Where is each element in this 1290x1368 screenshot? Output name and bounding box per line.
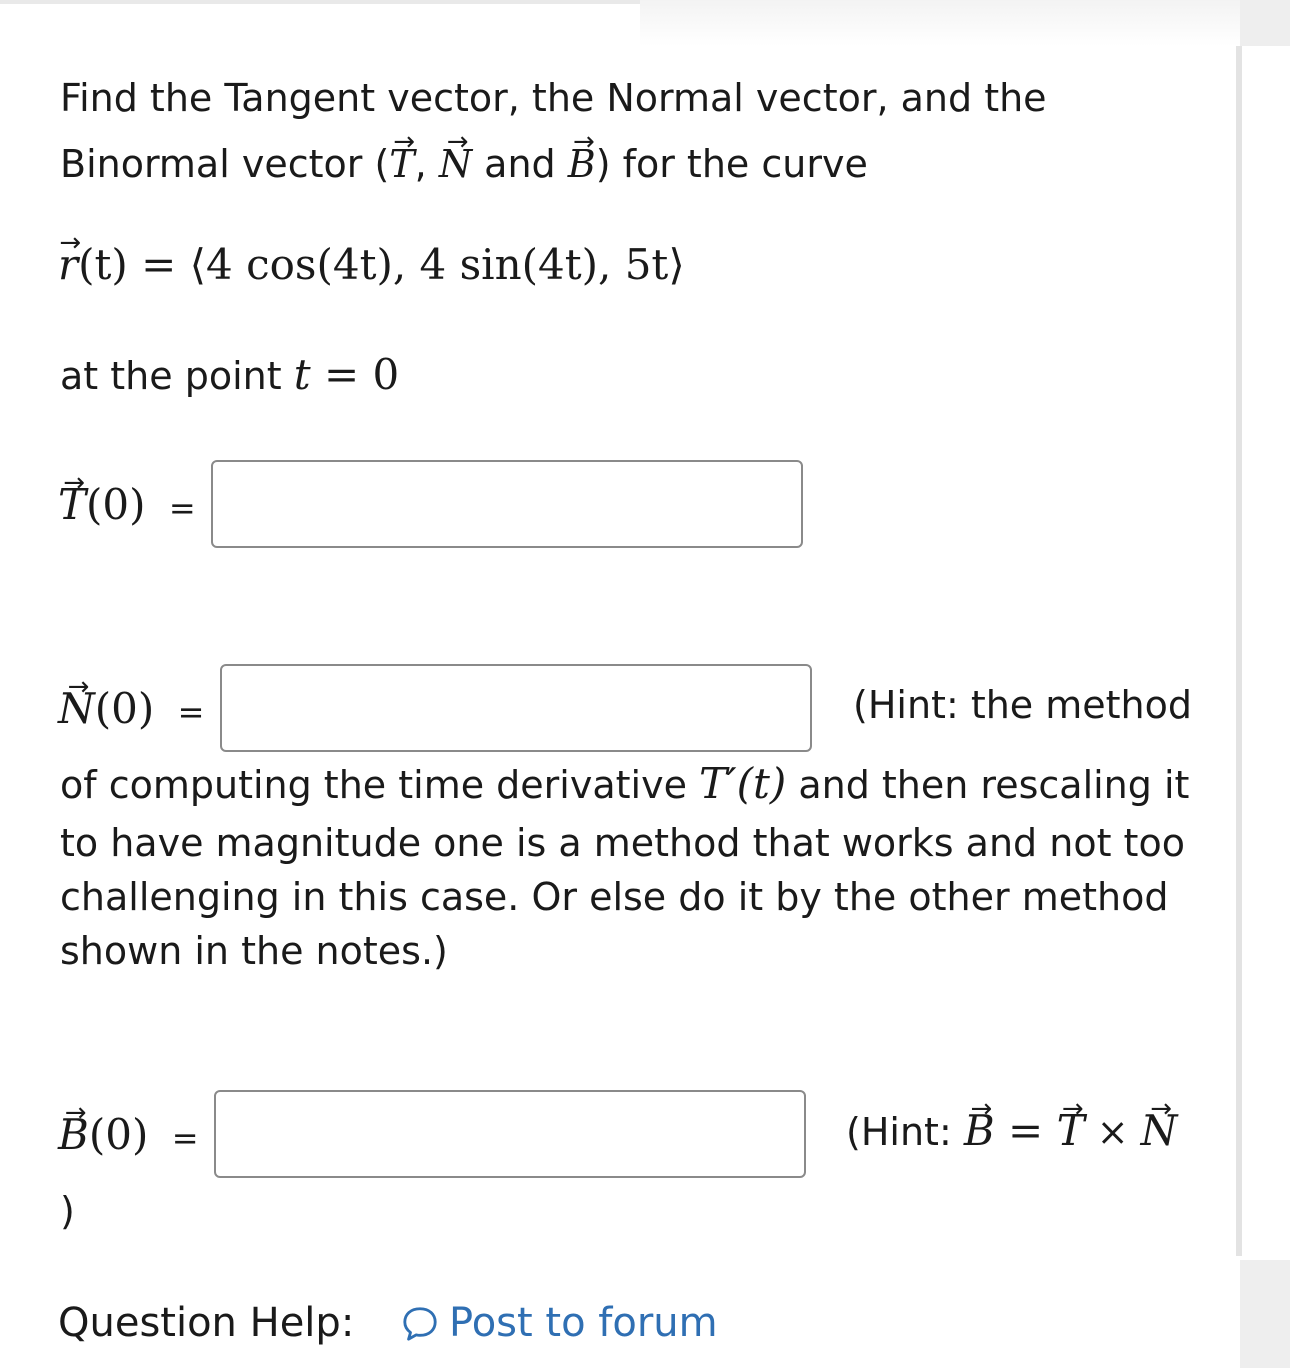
scrollbar-bottom-band	[1240, 1260, 1290, 1368]
curve-equation: → r(t) = ⟨4 cos(4t), 4 sin(4t), 5t⟩	[58, 238, 685, 292]
point-statement: at the point t = 0	[60, 350, 400, 399]
curve-rhs: ⟨4 cos(4t), 4 sin(4t), 5t⟩	[189, 240, 685, 289]
answer-n-label: → N(0) =	[58, 682, 204, 739]
question-help-row	[58, 1296, 718, 1350]
binormal-answer-input[interactable]	[214, 1090, 806, 1178]
hint-binormal-closing: )	[60, 1189, 75, 1233]
hint-normal-line-4: challenging in this case. Or else do it by the other method	[60, 875, 1169, 919]
vector-b-symbol: → B	[568, 137, 596, 191]
normal-answer-input[interactable]	[220, 664, 812, 752]
question-help-label: Question Help:	[58, 1300, 355, 1346]
hint-normal-line-3: to have magnitude one is a method that works and not too	[60, 821, 1185, 865]
hint-normal-line-5: shown in the notes.)	[60, 929, 448, 973]
hint-binormal: (Hint: → B = → T × → N	[846, 1104, 1177, 1159]
t-prime-expression: T′(t)	[699, 759, 787, 808]
scrollbar-top-band	[1240, 0, 1290, 46]
hint-normal-start: (Hint: the method	[853, 683, 1193, 727]
hint-normal-line-2: of computing the time derivative T′(t) and then rescaling it	[60, 759, 1190, 808]
tangent-answer-input[interactable]	[211, 460, 803, 548]
answer-b-label: → B(0) =	[58, 1108, 199, 1165]
vector-n-symbol: → N	[439, 137, 472, 191]
vector-r-symbol: → r	[58, 238, 78, 292]
problem-line-2: Binormal vector (→ T, → N and → B) for the curve	[60, 137, 868, 191]
problem-line-1: Find the Tangent vector, the Normal vector, and the	[60, 76, 1047, 120]
scrollbar-thumb[interactable]	[1236, 46, 1242, 1256]
post-to-forum-link[interactable]: Post to forum	[367, 1300, 718, 1346]
vector-t-symbol: → T	[389, 137, 414, 191]
answer-t-label: → T(0) =	[58, 478, 196, 535]
top-shade	[640, 0, 1240, 46]
speech-bubble-icon	[401, 1304, 439, 1342]
